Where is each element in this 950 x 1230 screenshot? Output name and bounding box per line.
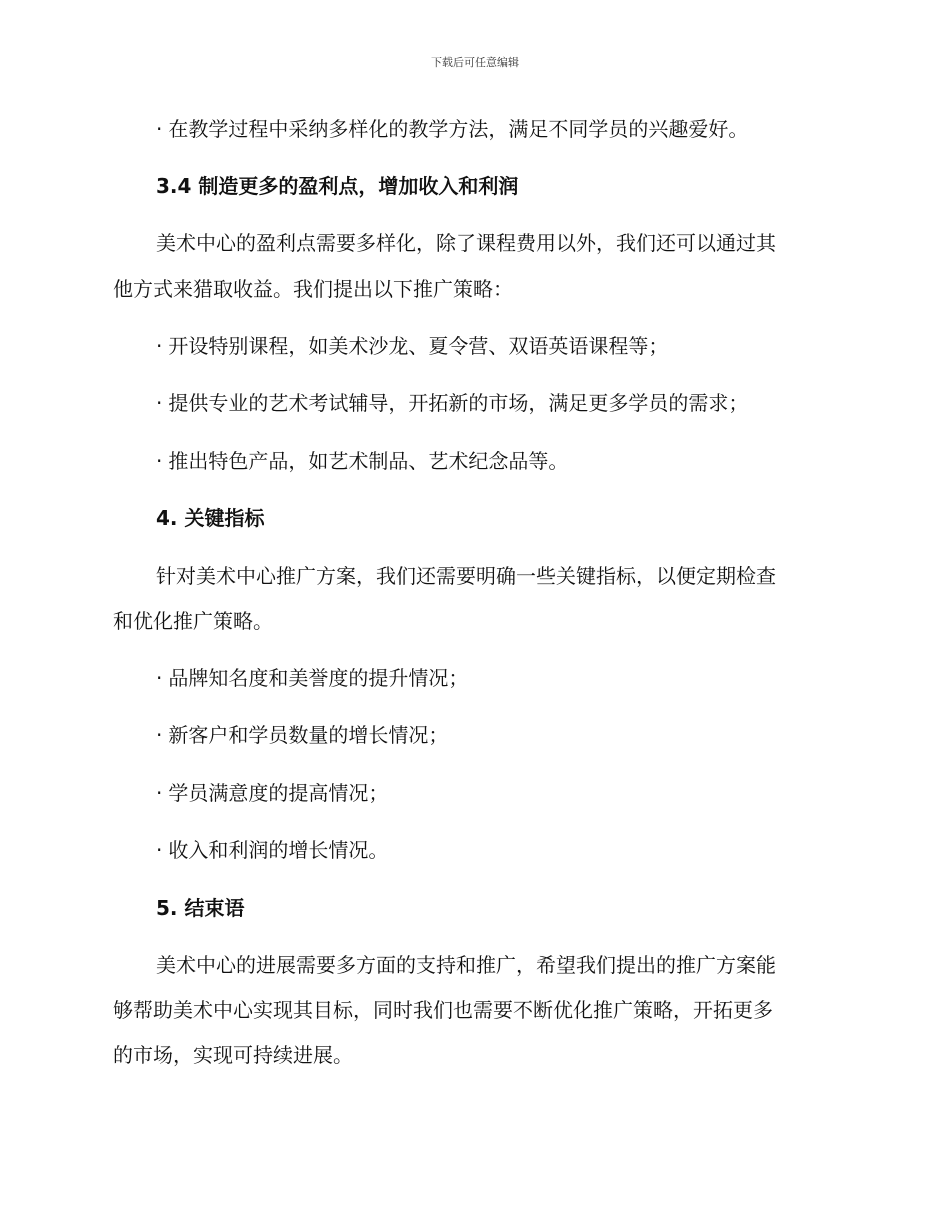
bullet-dot: ·: [156, 666, 163, 690]
paragraph-line: 和优化推广策略。: [113, 609, 273, 633]
bullet-text: 新客户和学员数量的增长情况；: [168, 723, 449, 747]
section-heading: 5. 结束语: [156, 896, 245, 920]
bullet-dot: ·: [156, 449, 163, 473]
bullet-dot: ·: [156, 117, 163, 141]
paragraph-line: 美术中心的进展需要多方面的支持和推广，希望我们提出的推广方案能: [156, 953, 776, 977]
paragraph-line: 他方式来猎取收益。我们提出以下推广策略：: [113, 277, 513, 301]
section-heading: 3.4 制造更多的盈利点，增加收入和利润: [156, 174, 519, 198]
paragraph-line: 的市场，实现可持续进展。: [113, 1043, 353, 1067]
section-heading: 4. 关键指标: [156, 506, 265, 530]
bullet-dot: ·: [156, 391, 163, 415]
bullet-item: [156, 447, 568, 475]
bullet-text: 在教学过程中采纳多样化的教学方法，满足不同学员的兴趣爱好。: [168, 117, 749, 141]
bullet-item: [156, 332, 668, 360]
bullet-dot: ·: [156, 838, 163, 862]
bullet-text: 学员满意度的提高情况；: [168, 781, 389, 805]
bullet-item: [156, 115, 748, 143]
bullet-text: 收入和利润的增长情况。: [168, 838, 389, 862]
bullet-item: [156, 836, 388, 864]
bullet-dot: ·: [156, 781, 163, 805]
bullet-text: 品牌知名度和美誉度的提升情况；: [168, 666, 469, 690]
bullet-text: 开设特别课程，如美术沙龙、夏令营、双语英语课程等；: [168, 334, 669, 358]
bullet-dot: ·: [156, 723, 163, 747]
bullet-text: 推出特色产品，如艺术制品、艺术纪念品等。: [168, 449, 569, 473]
bullet-item: [156, 721, 448, 749]
bullet-item: [156, 389, 748, 417]
bullet-text: 提供专业的艺术考试辅导，开拓新的市场，满足更多学员的需求；: [168, 391, 749, 415]
bullet-dot: ·: [156, 334, 163, 358]
paragraph-line: 针对美术中心推广方案，我们还需要明确一些关键指标，以便定期检查: [156, 564, 776, 588]
page-header: 下载后可任意编辑: [431, 56, 519, 69]
bullet-item: [156, 664, 468, 692]
paragraph-line: 够帮助美术中心实现其目标，同时我们也需要不断优化推广策略，开拓更多: [113, 998, 773, 1022]
paragraph-line: 美术中心的盈利点需要多样化，除了课程费用以外，我们还可以通过其: [156, 231, 776, 255]
bullet-item: [156, 779, 388, 807]
